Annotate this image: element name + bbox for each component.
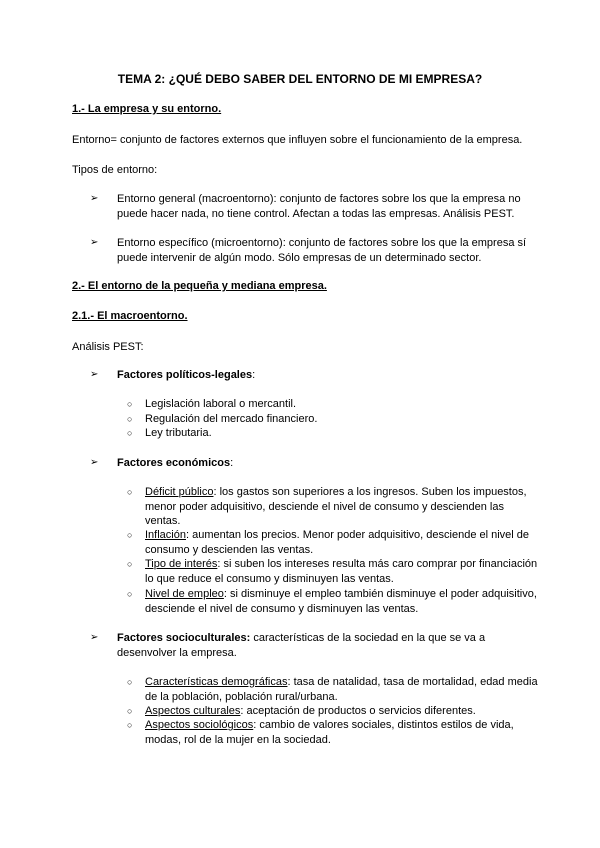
list-item (90, 236, 530, 265)
arrow-bullet-icon: ➢ (90, 457, 99, 468)
factor-description: características de la sociedad en la que se va a desenvolver la empresa. (117, 632, 486, 659)
list-item (127, 397, 542, 412)
page-title: TEMA 2: ¿QUÉ DEBO SABER DEL ENTORNO DE MI EMPRESA? (117, 72, 483, 86)
circle-bullet-icon: ○ (127, 589, 133, 599)
list-item (127, 718, 542, 747)
section-1-heading: 1.- La empresa y su entorno. (72, 103, 222, 115)
term-text: : si disminuye el empleo también disminuye el poder adquisitivo, desciende el nivel de consumo y disminuyen las ventas. (145, 588, 537, 615)
list-item-text: Entorno específico (microentorno): conjunto de factores sobre los que la empresa sí puede intervenir de algún modo. Sólo empresas de un determinado sector. (117, 237, 527, 264)
circle-bullet-icon: ○ (127, 414, 133, 424)
factor-politicos (90, 368, 530, 383)
circle-bullet-icon: ○ (127, 706, 133, 716)
arrow-bullet-icon: ➢ (90, 369, 99, 380)
list-item (90, 192, 530, 221)
circle-bullet-icon: ○ (127, 428, 133, 438)
term: Tipo de interés (145, 558, 218, 570)
arrow-bullet-icon: ➢ (90, 632, 99, 643)
term: Aspectos culturales (145, 705, 241, 717)
circle-bullet-icon: ○ (127, 487, 133, 497)
list-item (127, 412, 542, 427)
entorno-definition: Entorno= conjunto de factores externos que influyen sobre el funcionamiento de la empresa. (72, 134, 523, 146)
term-text: : si suben los intereses resulta más caro comprar por financiación lo que reduce el consumo y disminuyen las ventas. (145, 558, 538, 585)
term-text: : cambio de valores sociales, distintos estilos de vida, modas, rol de la mujer en la sociedad. (145, 719, 514, 746)
circle-bullet-icon: ○ (127, 559, 133, 569)
term-text: : aceptación de productos o servicios diferentes. (240, 705, 476, 717)
pest-label: Análisis PEST: (72, 341, 144, 353)
circle-bullet-icon: ○ (127, 399, 133, 409)
list-item (127, 426, 542, 441)
list-item (127, 587, 542, 616)
arrow-bullet-icon: ➢ (90, 237, 99, 248)
term-text: : tasa de natalidad, tasa de mortalidad, edad media de la población, población rural/urbana. (145, 676, 538, 703)
list-item-text: Ley tributaria. (145, 427, 212, 439)
section-2-1-heading: 2.1.- El macroentorno. (72, 310, 188, 322)
circle-bullet-icon: ○ (127, 530, 133, 540)
factor-label: Factores socioculturales: (117, 632, 251, 644)
list-item (127, 675, 542, 704)
circle-bullet-icon: ○ (127, 720, 133, 730)
factor-socioculturales (90, 631, 530, 660)
list-item-text: Regulación del mercado financiero. (145, 413, 318, 425)
term: Déficit público (145, 486, 214, 498)
factor-label: Factores políticos-legales (117, 369, 253, 381)
term: Inflación (145, 529, 186, 541)
list-item (127, 704, 542, 719)
list-item (127, 485, 542, 529)
colon: : (252, 369, 256, 381)
list-item-text: Entorno general (macroentorno): conjunto de factores sobre los que la empresa no puede hacer nada, no tiene control. Afectan a todas las empresas. Análisis PEST. (117, 193, 521, 220)
term: Aspectos sociológicos (145, 719, 254, 731)
arrow-bullet-icon: ➢ (90, 193, 99, 204)
factor-label: Factores económicos (117, 457, 231, 469)
list-item-text: Legislación laboral o mercantil. (145, 398, 297, 410)
circle-bullet-icon: ○ (127, 677, 133, 687)
section-2-heading: 2.- El entorno de la pequeña y mediana empresa. (72, 280, 327, 292)
term-text: : aumentan los precios. Menor poder adquisitivo, desciende el nivel de consumo y descienden las ventas. (145, 529, 530, 556)
factor-economicos (90, 456, 530, 471)
tipos-label: Tipos de entorno: (72, 164, 158, 176)
term: Nivel de empleo (145, 588, 224, 600)
term: Características demográficas (145, 676, 288, 688)
list-item (127, 528, 542, 557)
list-item (127, 557, 542, 586)
term-text: : los gastos son superiores a los ingresos. Suben los impuestos, menor poder adquisitivo, desciende el nivel de consumo y descienden las ventas. (145, 486, 527, 527)
colon: : (230, 457, 234, 469)
